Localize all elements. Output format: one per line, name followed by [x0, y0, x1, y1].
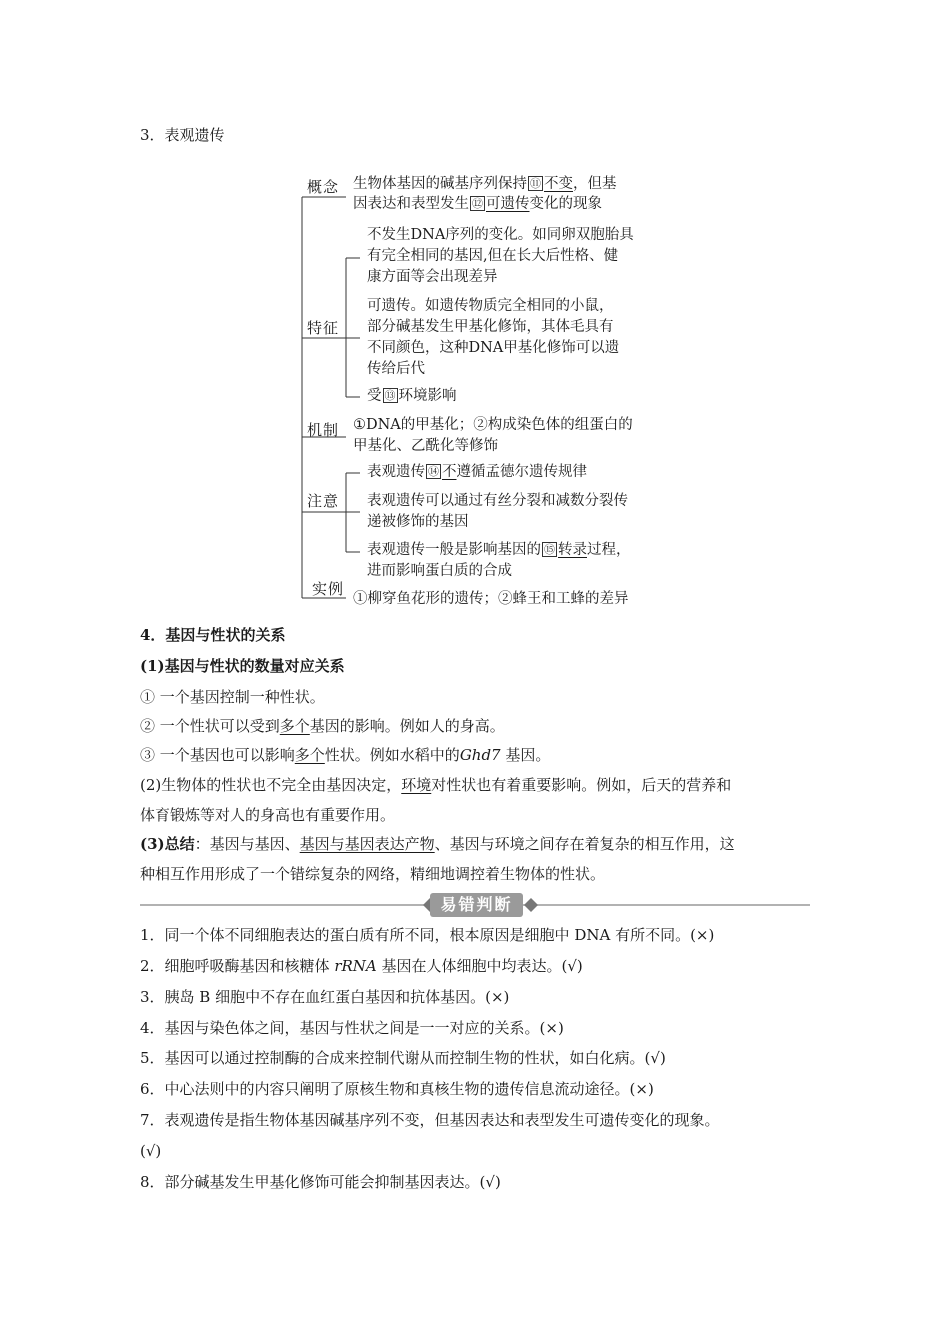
judgement-7-line2: (√) — [140, 1142, 162, 1160]
blank-number-14: ⑭ — [428, 465, 439, 478]
note-3-line1: 表观遗传一般是影响基因的 ⑮ 转录过程， — [367, 542, 631, 558]
section-4-para2-line1: (2)生物体的性状也不完全由基因决定，环境对性状也有着重要影响。例如，后天的营养和 — [140, 776, 732, 794]
judgement-7-line1: 7．表观遗传是指生物体基因碱基序列不变，但基因表达和表型发生可遗传变化的现象。 — [140, 1111, 720, 1129]
concept-text-line2: 因表达和表型发生 ⑫ 可遗传变化的现象 — [353, 196, 602, 212]
judgement-2: 2．细胞呼吸酶基因和核糖体 rRNA 基因在人体细胞中均表达。(√) — [140, 957, 583, 975]
section-4-para3-line2: 种相互作用形成了一个错综复杂的网络，精细地调控着生物体的性状。 — [140, 865, 606, 883]
section-4-title: 4．基因与性状的关系 — [140, 626, 286, 644]
judgement-8: 8．部分碱基发生甲基化修饰可能会抑制基因表达。(√) — [140, 1173, 501, 1191]
note-2-line2: 递被修饰的基因 — [367, 514, 469, 530]
mechanism-label: 机制 — [307, 421, 340, 439]
section-4-sub1: (1)基因与性状的数量对应关系 — [140, 657, 345, 675]
feature-3: 受 ⑬ 环境影响 — [367, 388, 457, 404]
section-4-item2: ② 一个性状可以受到多个基因的影响。例如人的身高。 — [140, 717, 505, 735]
answer-14: 不 — [442, 464, 457, 480]
blank-number-15: ⑮ — [544, 543, 555, 556]
answer-11: 不变 — [544, 176, 573, 192]
section-4-para2-line2: 体育锻炼等对人的身高也有重要作用。 — [140, 806, 396, 824]
feature-2-line1: 可遗传。如遗传物质完全相同的小鼠， — [367, 298, 614, 314]
banner-label: 易错判断 — [430, 893, 523, 917]
blank-number-12: ⑫ — [472, 197, 483, 210]
feature-1-line2: 有完全相同的基因,但在长大后性格、健 — [367, 248, 619, 264]
note-3-line2: 进而影响蛋白质的合成 — [367, 563, 512, 579]
blank-number-11: ⑪ — [530, 177, 541, 190]
example-label: 实例 — [312, 580, 345, 598]
section-4-item3: ③ 一个基因也可以影响多个性状。例如水稻中的Ghd7 基因。 — [140, 746, 551, 764]
feature-2-line4: 传给后代 — [367, 361, 425, 377]
feature-2-line3: 不同颜色，这种DNA甲基化修饰可以遗 — [367, 340, 620, 356]
judgement-3: 3．胰岛 B 细胞中不存在血红蛋白基因和抗体基因。(×) — [140, 988, 510, 1006]
note-label: 注意 — [307, 492, 340, 510]
note-2-line1: 表观遗传可以通过有丝分裂和减数分裂传 — [367, 493, 628, 509]
concept-label: 概念 — [307, 178, 340, 196]
section-3-title: 3．表观遗传 — [140, 126, 225, 144]
section-4-para3-line1: (3)总结：基因与基因、基因与基因表达产物、基因与环境之间存在着复杂的相互作用，这 — [140, 835, 735, 853]
section-4-item1: ① 一个基因控制一种性状。 — [140, 688, 325, 706]
feature-label: 特征 — [307, 319, 340, 337]
blank-number-13: ⑬ — [384, 389, 396, 402]
mechanism-line2: 甲基化、乙酰化等修饰 — [353, 438, 498, 454]
feature-1-line1: 不发生DNA序列的变化。如同卵双胞胎具 — [367, 227, 634, 243]
judgement-4: 4．基因与染色体之间，基因与性状之间是一一对应的关系。(×) — [140, 1019, 564, 1037]
example-line1: ①柳穿鱼花形的遗传；②蜂王和工蜂的差异 — [353, 591, 629, 607]
judgement-6: 6．中心法则中的内容只阐明了原核生物和真核生物的遗传信息流动途径。(×) — [140, 1080, 654, 1098]
feature-1-line3: 康方面等会出现差异 — [367, 269, 498, 285]
feature-2-line2: 部分碱基发生甲基化修饰，其体毛具有 — [367, 319, 614, 335]
answer-15: 转录 — [558, 542, 587, 558]
judgement-1: 1．同一个体不同细胞表达的蛋白质有所不同，根本原因是细胞中 DNA 有所不同。(×) — [140, 926, 715, 944]
concept-text-line1: 生物体基因的碱基序列保持 ⑪ 不变，但基 — [353, 176, 617, 192]
mechanism-line1: ①DNA的甲基化；②构成染色体的组蛋白的 — [353, 417, 633, 433]
answer-12: 可遗传 — [486, 196, 530, 212]
judgement-5: 5．基因可以通过控制酶的合成来控制代谢从而控制生物的性状，如白化病。(√) — [140, 1049, 666, 1067]
note-1: 表观遗传 ⑭ 不遵循孟德尔遗传规律 — [367, 464, 587, 480]
